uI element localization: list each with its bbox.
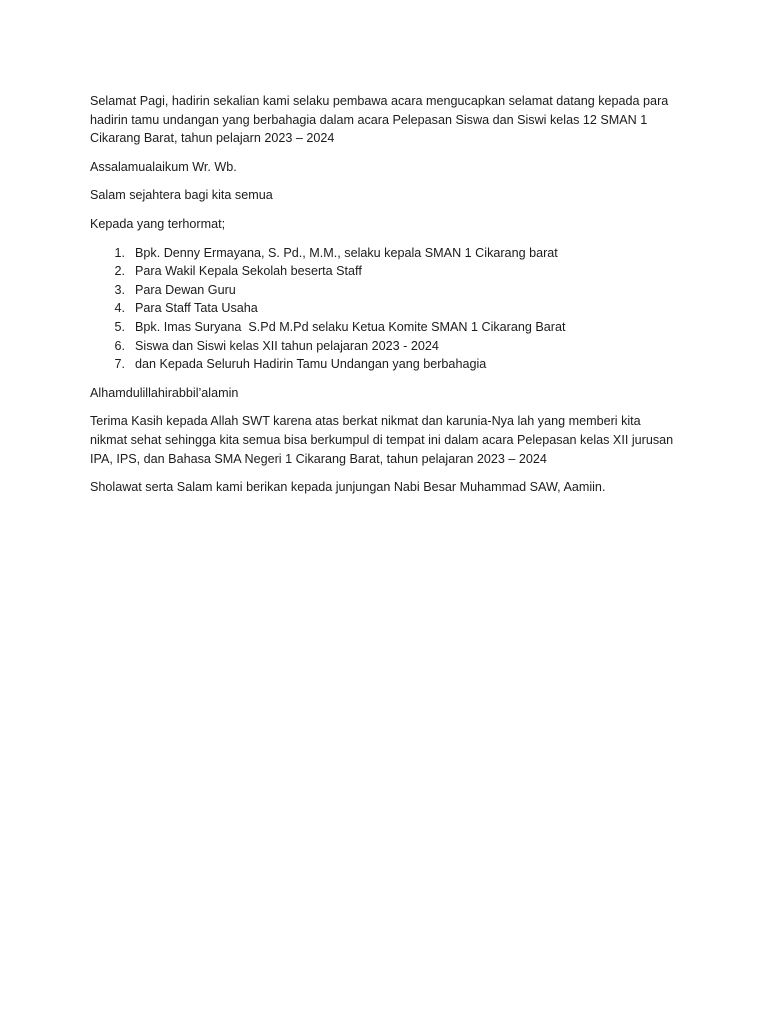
list-item	[90, 262, 680, 281]
islamic-greeting: Assalamualaikum Wr. Wb.	[90, 159, 237, 174]
list-item-number: 6.	[114, 338, 125, 353]
intro-paragraph: Selamat Pagi, hadirin sekalian kami selaku pembawa acara mengucapkan selamat datang kepada para hadirin tamu undangan yang berbahagia dalam acara Pelepasan Siswa dan Siswi kelas 12 SMAN 1 Cikarang Barat, tahun pelajarn 2023 – 2024	[90, 94, 669, 146]
list-item-number: 3.	[114, 282, 125, 297]
honorific-heading: Kepada yang terhormat;	[90, 216, 226, 231]
sholawat-paragraph: Sholawat serta Salam kami berikan kepada junjungan Nabi Besar Muhammad SAW, Aamiin.	[90, 480, 606, 495]
list-item-number: 1.	[114, 245, 125, 260]
list-item-text: dan Kepada Seluruh Hadirin Tamu Undangan yang berbahagia	[135, 357, 487, 372]
list-item-text: Bpk. Imas Suryana S.Pd M.Pd selaku Ketua Komite SMAN 1 Cikarang Barat	[135, 319, 566, 334]
list-item	[90, 318, 680, 337]
general-greeting: Salam sejahtera bagi kita semua	[90, 188, 273, 203]
document-body	[90, 92, 680, 507]
list-item-text: Bpk. Denny Ermayana, S. Pd., M.M., selaku kepala SMAN 1 Cikarang barat	[135, 245, 558, 260]
gratitude-paragraph: Terima Kasih kepada Allah SWT karena atas berkat nikmat dan karunia-Nya lah yang memberi kita nikmat sehat sehingga kita semua bisa berkumpul di tempat ini dalam acara Pelepasan kelas XII jurusan IPA, IPS, dan Bahasa SMA Negeri 1 Cikarang Barat, tahun pelajaran 2023 – 2024	[90, 414, 674, 466]
list-item-text: Para Staff Tata Usaha	[135, 301, 258, 316]
honorees-list	[90, 244, 680, 374]
list-item-text: Para Wakil Kepala Sekolah beserta Staff	[135, 264, 362, 279]
list-item	[90, 244, 680, 263]
list-item	[90, 281, 680, 300]
list-item	[90, 355, 680, 374]
list-item-number: 4.	[114, 301, 125, 316]
praise-line: Alhamdulillahirabbil’alamin	[90, 385, 239, 400]
list-item-text: Para Dewan Guru	[135, 282, 236, 297]
list-item	[90, 337, 680, 356]
list-item-number: 5.	[114, 319, 125, 334]
list-item	[90, 299, 680, 318]
list-item-number: 2.	[114, 264, 125, 279]
list-item-number: 7.	[114, 357, 125, 372]
list-item-text: Siswa dan Siswi kelas XII tahun pelajaran 2023 - 2024	[135, 338, 439, 353]
